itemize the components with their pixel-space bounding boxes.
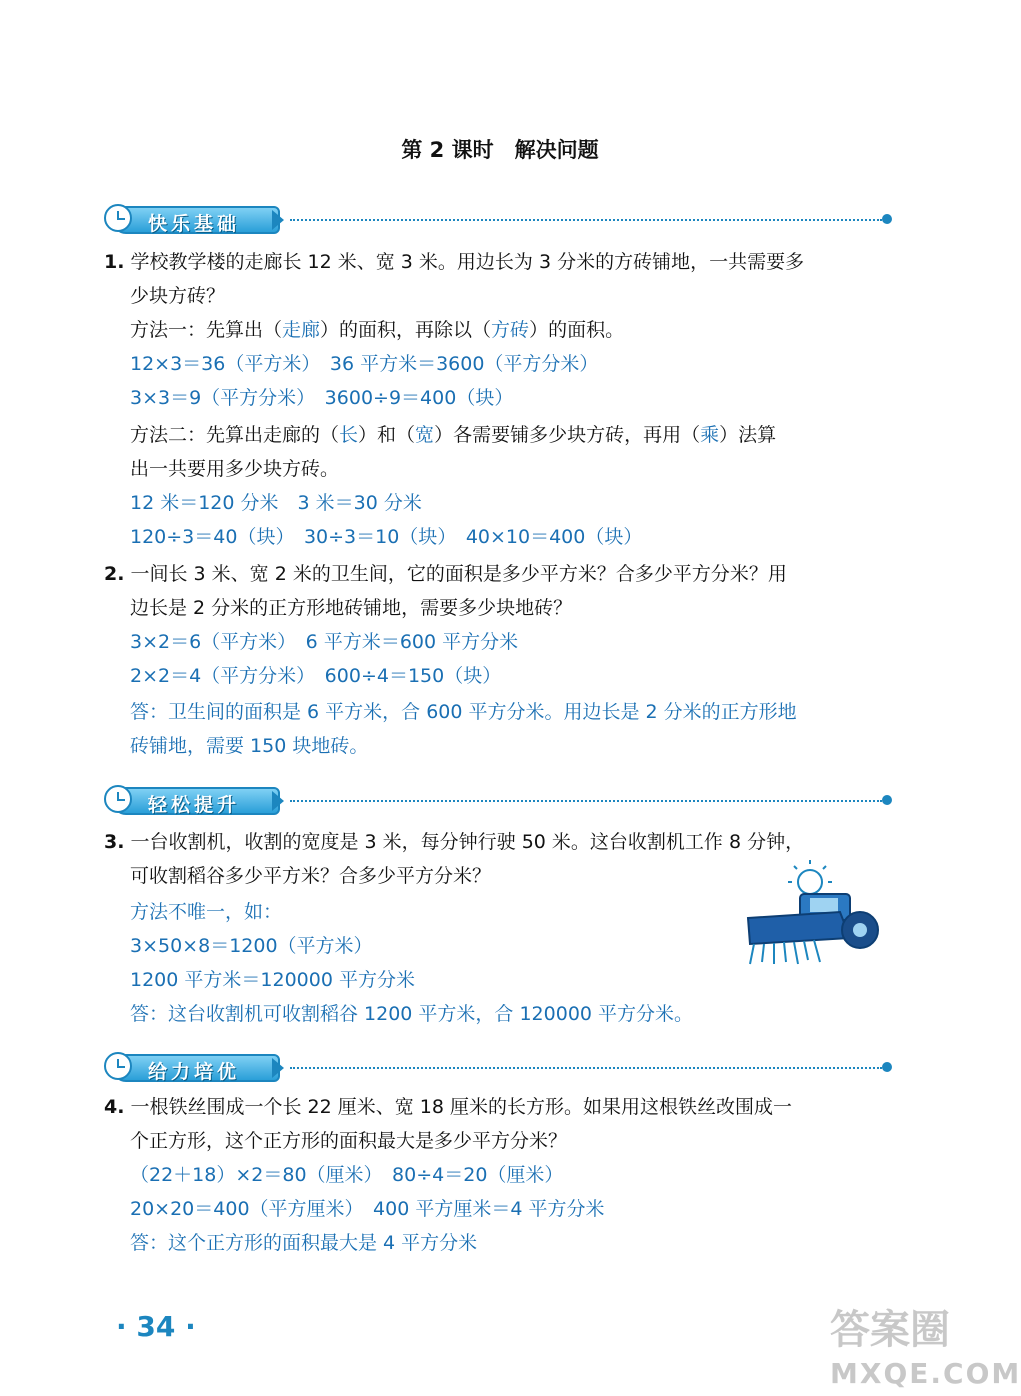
question-number: 4. — [104, 1096, 125, 1118]
question-text-line2: 可收割稻谷多少平方米？合多少平方分米？ — [130, 865, 492, 887]
blank-answer: 宽 — [415, 424, 435, 446]
banner-arrow-icon — [272, 210, 284, 230]
clock-icon — [104, 785, 132, 813]
banner-arrow-icon — [272, 791, 284, 811]
section-title: 给力培优 — [148, 1061, 241, 1083]
section-title: 快乐基础 — [148, 213, 241, 235]
divider-dot — [882, 214, 892, 224]
clock-icon — [104, 1052, 132, 1080]
lesson-title: 第 2 课时 解决问题 — [401, 138, 599, 162]
banner-arrow-icon — [272, 1058, 284, 1078]
answer-line: 答：卫生间的面积是 6 平方米，合 600 平方分米。用边长是 2 分米的正方形地 — [130, 701, 797, 723]
answer-line: 方法不唯一，如： — [130, 901, 283, 923]
dotted-divider — [290, 219, 882, 221]
method-text: 方法一：先算出（ — [130, 319, 283, 341]
answer-line: 答：这个正方形的面积最大是 4 平方分米 — [130, 1232, 478, 1254]
watermark-text: 答案圈 — [830, 1307, 950, 1353]
section-header-basic — [104, 200, 896, 240]
question-text-line2: 边长是 2 分米的正方形地砖铺地，需要多少块地砖？ — [130, 597, 573, 619]
question-text-line2: 少块方砖？ — [130, 285, 226, 307]
answer-line: 20×20＝400（平方厘米） 400 平方厘米＝4 平方分米 — [130, 1198, 605, 1220]
answer-line: 3×50×8＝1200（平方米） — [130, 935, 373, 957]
answer-line: 砖铺地，需要 150 块地砖。 — [130, 735, 369, 757]
method-text: 方法二：先算出走廊的（ — [130, 424, 340, 446]
blank-answer: 方砖 — [491, 319, 530, 341]
method-text: ）和（ — [358, 424, 416, 446]
method-text: ）各需要铺多少块方砖，再用（ — [434, 424, 701, 446]
answer-line: 答：这台收割机可收割稻谷 1200 平方米，合 120000 平方分米。 — [130, 1003, 694, 1025]
question-2 — [104, 557, 904, 591]
method-1 — [130, 313, 624, 347]
answer-line: 2×2＝4（平方分米） 600÷4＝150（块） — [130, 665, 502, 687]
answer-line: 1200 平方米＝120000 平方分米 — [130, 969, 415, 991]
method-text: ）法算 — [719, 424, 777, 446]
dotted-divider — [290, 1067, 882, 1069]
question-text-line1: 一根铁丝围成一个长 22 厘米、宽 18 厘米的长方形。如果用这根铁丝改围成一 — [130, 1096, 793, 1118]
method-2-line2: 出一共要用多少块方砖。 — [130, 458, 340, 480]
question-1 — [104, 245, 904, 279]
watermark-logo — [830, 1307, 1021, 1390]
section-header-improve — [104, 781, 896, 821]
question-4 — [104, 1090, 904, 1124]
harvester-illustration — [740, 860, 890, 970]
divider-dot — [882, 1062, 892, 1072]
clock-icon — [104, 204, 132, 232]
section-banner — [112, 1054, 280, 1082]
blank-answer: 长 — [339, 424, 359, 446]
question-number: 3. — [104, 831, 125, 853]
question-text-line1: 一台收割机，收割的宽度是 3 米，每分钟行驶 50 米。这台收割机工作 8 分钟， — [130, 831, 805, 853]
page-number: · 34 · — [116, 1310, 196, 1343]
divider-dot — [882, 795, 892, 805]
dotted-divider — [290, 800, 882, 802]
question-number: 1. — [104, 251, 125, 273]
blank-answer: 乘 — [700, 424, 720, 446]
watermark-url: MXQE.COM — [830, 1357, 1021, 1390]
method-text: ）的面积，再除以（ — [320, 319, 492, 341]
question-text-line1: 一间长 3 米、宽 2 米的卫生间，它的面积是多少平方米？合多少平方分米？用 — [130, 563, 787, 585]
section-banner — [112, 206, 280, 234]
question-3 — [104, 825, 904, 859]
answer-line: 12×3＝36（平方米） 36 平方米＝3600（平方分米） — [130, 353, 599, 375]
answer-line: （22＋18）×2＝80（厘米） 80÷4＝20（厘米） — [130, 1164, 564, 1186]
method-text: ）的面积。 — [529, 319, 625, 341]
method-2 — [130, 418, 776, 452]
answer-line: 3×2＝6（平方米） 6 平方米＝600 平方分米 — [130, 631, 519, 653]
question-number: 2. — [104, 563, 125, 585]
question-text-line2: 个正方形，这个正方形的面积最大是多少平方分米？ — [130, 1130, 568, 1152]
section-banner — [112, 787, 280, 815]
section-header-advanced — [104, 1048, 896, 1088]
question-text-line1: 学校教学楼的走廊长 12 米、宽 3 米。用边长为 3 分米的方砖铺地，一共需要多 — [130, 251, 805, 273]
answer-line: 120÷3＝40（块） 30÷3＝10（块） 40×10＝400（块） — [130, 526, 643, 548]
answer-line: 3×3＝9（平方分米） 3600÷9＝400（块） — [130, 387, 514, 409]
blank-answer: 走廊 — [282, 319, 321, 341]
section-title: 轻松提升 — [148, 794, 241, 816]
answer-line: 12 米＝120 分米 3 米＝30 分米 — [130, 492, 422, 514]
